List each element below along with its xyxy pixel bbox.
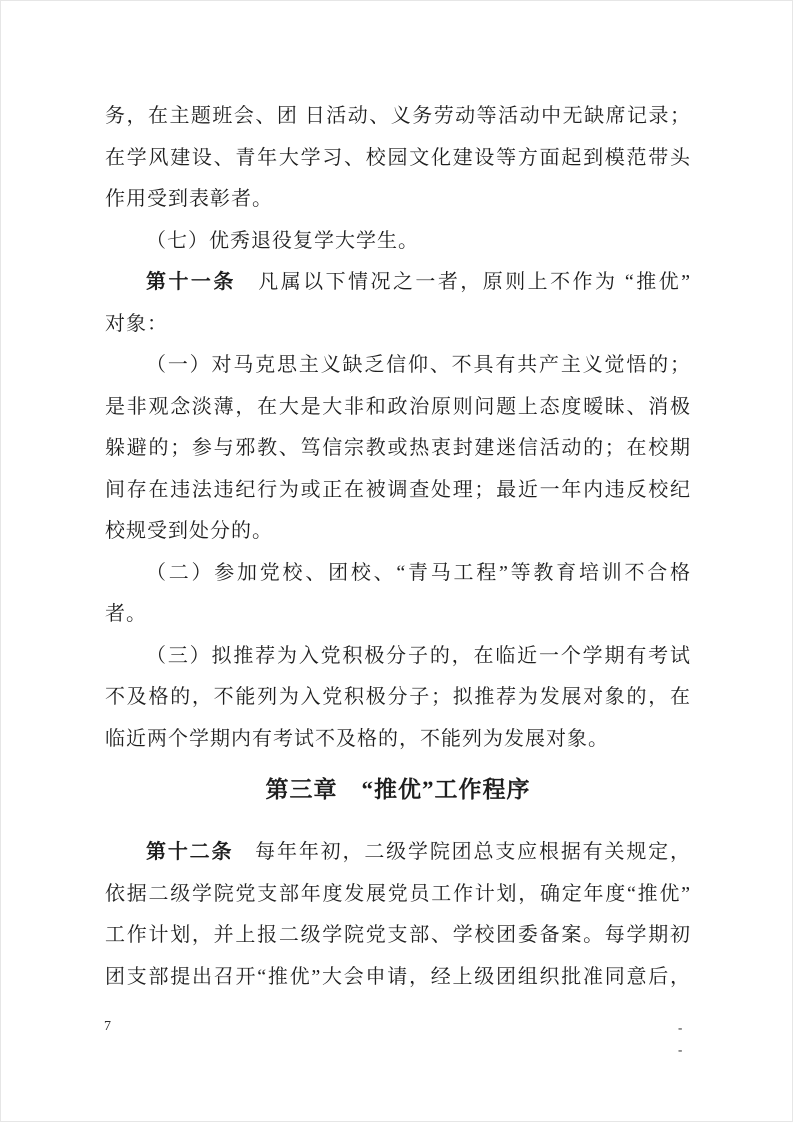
paragraph-line: 间存在违法违纪行为或正在被调查处理；最近一年内违反校纪 xyxy=(105,478,691,501)
paragraph-line: 校规受到处分的。 xyxy=(105,520,273,542)
margin-dash-mark: - xyxy=(678,1020,683,1035)
paragraph-line: 务，在主题班会、团 日活动、义务劳动等活动中无缺席记录； xyxy=(105,105,691,127)
article-11-number: 第十一条 xyxy=(146,271,236,293)
paragraph-line: 者。 xyxy=(105,603,147,625)
article-12-line xyxy=(105,832,691,874)
article-11-line xyxy=(105,262,691,304)
list-item-two: （二）参加党校、团校、“青马工程”等教育培训不合格 xyxy=(146,561,691,584)
paragraph-line: 临近两个学期内有考试不及格的，不能列为发展对象。 xyxy=(105,727,609,750)
chapter-heading: 第三章 “推优”工作程序 xyxy=(265,777,531,802)
margin-dash-mark: - xyxy=(678,1042,683,1057)
article-12-number: 第十二条 xyxy=(146,841,234,863)
paragraph-line: 不及格的，不能列为入党积极分子；拟推荐为发展对象的，在 xyxy=(105,686,691,708)
list-item-one: （一）对马克思主义缺乏信仰、不具有共产主义觉悟的； xyxy=(146,354,691,376)
paragraph-line: 团支部提出召开“推优”大会申请，经上级团组织批准同意后， xyxy=(105,965,691,988)
paragraph-line: 在学风建设、青年大学习、校园文化建设等方面起到模范带头 xyxy=(105,146,691,169)
paragraph-line: 工作计划，并上报二级学院党支部、学校团委备案。每学期初 xyxy=(105,924,691,946)
paragraph-line: 依据二级学院党支部年度发展党员工作计划，确定年度“推优” xyxy=(105,882,691,905)
paragraph-line: 对象： xyxy=(105,312,168,335)
list-item-seven: （七）优秀退役复学大学生。 xyxy=(146,229,419,252)
paragraph-line: 作用受到表彰者。 xyxy=(105,188,273,210)
list-item-three: （三）拟推荐为入党积极分子的，在临近一个学期有考试 xyxy=(146,644,691,667)
page-body xyxy=(105,96,691,998)
paragraph-line: 是非观念淡薄，在大是大非和政治原则问题上态度暧昧、消极 xyxy=(105,395,691,418)
article-11-text: 凡属以下情况之一者，原则上不作为 “推优” xyxy=(235,271,691,293)
article-12-text: 每年年初，二级学院团总支应根据有关规定， xyxy=(233,841,691,863)
page-number: 7 xyxy=(104,1019,111,1034)
paragraph-line: 躲避的；参与邪教、笃信宗教或热衷封建迷信活动的；在校期 xyxy=(105,437,691,459)
